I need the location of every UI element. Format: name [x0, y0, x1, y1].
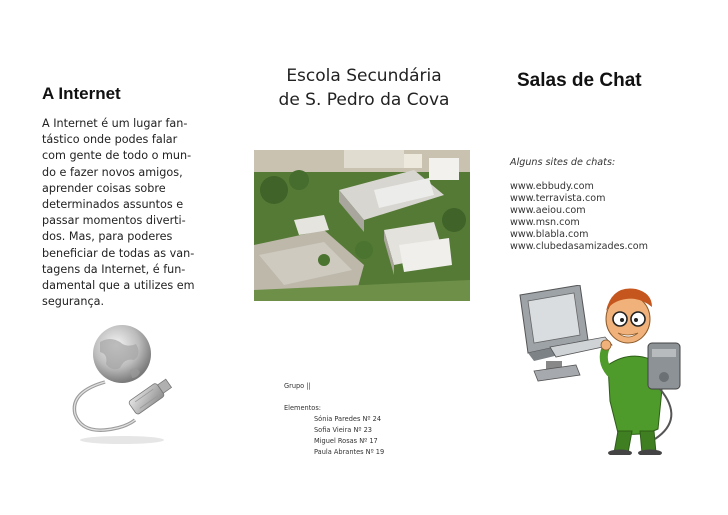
- monitor-icon: [520, 285, 592, 381]
- site-link[interactable]: www.aeiou.com: [510, 205, 586, 216]
- school-title-line1: Escola Secundária: [286, 66, 442, 86]
- paragraph-line: dos. Mas, para poderes: [42, 230, 173, 244]
- site-link[interactable]: www.clubedasamizades.com: [510, 241, 649, 252]
- paragraph-line: passar momentos diverti-: [42, 214, 186, 228]
- chat-sites-list: [510, 181, 648, 253]
- school-title: [243, 64, 485, 112]
- globe-cable-illustration: [60, 322, 180, 447]
- paragraph-line: tagens da Internet, é fun-: [42, 262, 186, 276]
- internet-paragraph: [42, 116, 202, 310]
- site-link[interactable]: www.blabla.com: [510, 229, 589, 240]
- members-label: Elementos:: [284, 404, 321, 412]
- paragraph-line: do e fazer novos amigos,: [42, 165, 183, 179]
- chat-heading: Salas de Chat: [517, 70, 642, 91]
- school-aerial-photo: [254, 150, 470, 301]
- school-title-line2: de S. Pedro da Cova: [278, 90, 450, 110]
- internet-heading: A Internet: [42, 84, 121, 103]
- site-link[interactable]: www.terravista.com: [510, 193, 606, 204]
- member-name: Sofia Vieira Nº 23: [314, 426, 372, 434]
- member-name: Miguel Rosas Nº 17: [314, 437, 378, 445]
- plug-icon: [128, 377, 173, 415]
- site-link[interactable]: www.msn.com: [510, 217, 580, 228]
- paragraph-line: segurança.: [42, 295, 105, 309]
- paragraph-line: com gente de todo o mun-: [42, 149, 192, 163]
- member-name: Paula Abrantes Nº 19: [314, 448, 385, 456]
- right-panel: [485, 0, 728, 515]
- sites-intro: Alguns sites de chats:: [510, 157, 616, 168]
- site-link[interactable]: www.ebbudy.com: [510, 181, 594, 192]
- paragraph-line: tástico onde podes falar: [42, 133, 178, 147]
- group-label: Grupo ||: [284, 382, 311, 390]
- paragraph-line: damental que a utilizes em: [42, 279, 195, 293]
- middle-panel: [243, 0, 485, 515]
- left-panel: [0, 0, 243, 515]
- member-name: Sónia Paredes Nº 24: [314, 415, 382, 423]
- paragraph-line: determinados assuntos e: [42, 198, 184, 212]
- paragraph-line: aprender coisas sobre: [42, 181, 166, 195]
- paragraph-line: beneficiar de todas as van-: [42, 246, 195, 260]
- computer-user-cartoon: [510, 285, 690, 455]
- group-credits: [284, 381, 384, 458]
- paragraph-line: A Internet é um lugar fan-: [42, 117, 188, 130]
